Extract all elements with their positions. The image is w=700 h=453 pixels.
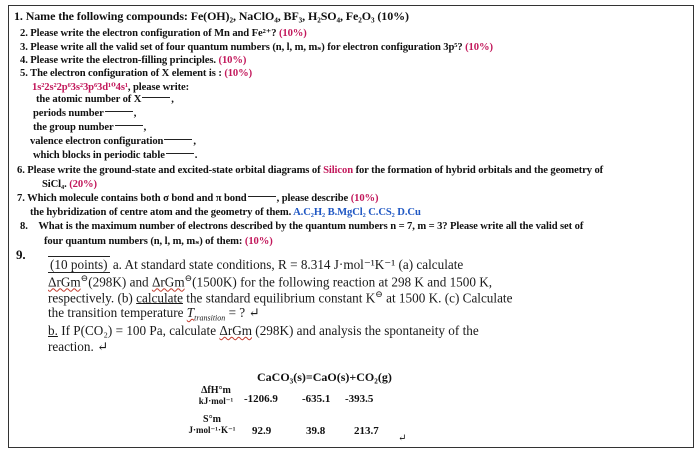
q9-a1: At standard state conditions, R = 8.314 J·mol⁻¹K⁻¹ (a) calculate: [124, 257, 464, 272]
q4-points: (10%): [218, 55, 247, 66]
q5-blocks-text: which blocks in periodic table: [33, 150, 165, 161]
q5-text: 5. The electron configuration of X element is :: [20, 68, 222, 79]
q5-config-suffix: , please write:: [127, 82, 190, 93]
q9-a3-4: at 1500 K. (c) Calculate: [382, 290, 513, 306]
question-1: [14, 9, 409, 24]
q6-text-c: SiCl₄.: [42, 179, 67, 190]
q5-group-text: the group number: [33, 122, 114, 133]
q6-line2: [42, 179, 97, 190]
h-value-caco3: -1206.9: [244, 393, 278, 405]
q5-points: (10%): [224, 68, 253, 79]
q5-blocks: which blocks in periodic table .: [33, 150, 198, 161]
entropy-unit: J·mol⁻¹·K⁻¹: [188, 425, 236, 435]
q9-line1: [48, 257, 463, 273]
arrow-icon: [164, 139, 192, 140]
question-8: [20, 221, 583, 232]
q9-line2: ΔrGm⊖(298K) and ΔrGm⊖(1500K) for the following reaction at 298 K and 1500 K,: [48, 273, 493, 290]
q9-b1-2: If P(CO₂) = 100 Pa, calculate: [57, 323, 220, 338]
q9-drgm-1: ΔrGm: [48, 274, 81, 290]
q3-points: (10%): [465, 42, 493, 53]
q9-b1-4: (298K) and analysis the spontaneity of the: [252, 323, 479, 338]
question-3: [20, 41, 493, 53]
q8-text-b: four quantum numbers (n, l, m, mₛ) of them:: [44, 236, 243, 247]
q6-text-b: for the formation of hybrid orbitals and the geometry of: [355, 165, 604, 176]
q1-points: (10%): [377, 9, 409, 23]
q9-t-symbol: T: [186, 305, 195, 320]
q9-line3: respectively. (b) calculate the standard equilibrium constant K⊖ at 1500 K. (c) Calculate: [48, 289, 513, 306]
question-6: [17, 165, 603, 176]
q7-line2: [30, 207, 421, 218]
q5-atomic: the atomic number of X ,: [36, 94, 174, 105]
q9-part-b-label: b.: [48, 323, 58, 338]
s-value-cao: 39.8: [306, 425, 326, 437]
q2-text: 2. Please write the electron configuration of Mn and Fe²⁺?: [20, 28, 277, 39]
q7-molecules: A.C₂H₂ B.MgCl₂ C.CS₂ D.Cu: [293, 207, 421, 218]
s-value-co2: 213.7: [354, 425, 379, 437]
enthalpy-label: [196, 385, 236, 407]
q9-drgm-2: ΔrGm: [151, 274, 185, 290]
q5-config: 1s²2s²2p⁶3s²3p⁶3d¹⁰4s¹: [32, 82, 128, 93]
q6-text-a: 6. Please write the ground-state and excited-state orbital diagrams of: [17, 165, 321, 176]
question-2: [20, 27, 307, 39]
q9-a3-calculate: calculate: [136, 290, 183, 306]
q9-part-a-label: a.: [112, 257, 122, 272]
q6-silicon: Silicon: [323, 165, 353, 176]
h-value-cao: -635.1: [302, 393, 331, 405]
entropy-label: [184, 414, 240, 436]
q9-line4: [48, 305, 260, 323]
q8-line2: [44, 235, 273, 247]
q9-t-subscript: transition: [194, 313, 226, 323]
q4-text: 4. Please write the electron-filling principles.: [20, 55, 216, 66]
q1-text: Name the following compounds: Fe(OH)₂, NaClO₄, BF₃, H₂SO₄, Fe₂O₃: [25, 9, 375, 23]
q8-points: (10%): [244, 236, 273, 247]
q8-number: 8.: [20, 221, 28, 232]
arrow-icon: [105, 111, 133, 112]
q9-a3-3: the standard equilibrium constant K: [182, 290, 376, 306]
q9-drgm-3: ΔrGm: [219, 323, 252, 338]
q5-config-line: [32, 81, 189, 93]
end-mark: ↵: [398, 433, 407, 444]
arrow-icon: [248, 196, 276, 197]
q1-number: 1.: [14, 9, 23, 23]
question-5: [20, 68, 252, 79]
question-7: [17, 193, 378, 204]
q7-text-c: the hybridization of centre atom and the geometry of them.: [30, 207, 292, 218]
q5-periods-text: periods number: [33, 108, 104, 119]
q9-line5: [48, 323, 479, 339]
q5-periods: periods number ,: [33, 108, 137, 119]
q9-a2-4: (1500K) for the following reaction at 298 K and 1500 K,: [192, 274, 493, 290]
q9-points-box: (10 points): [50, 257, 108, 272]
entropy-symbol: S°m: [203, 414, 221, 425]
reaction-equation: CaCO₃(s)=CaO(s)+CO₂(g): [257, 370, 392, 384]
arrow-icon: [142, 97, 170, 98]
q2-points: (10%): [278, 28, 307, 39]
q3-text: 3. Please write all the valid set of four quantum numbers (n, l, m, mₛ) for electron configuration 3p⁵?: [20, 42, 463, 53]
q9-a3-1: respectively. (b): [48, 290, 137, 306]
q9-number: 9.: [16, 247, 26, 262]
enthalpy-unit: kJ·mol⁻¹: [198, 396, 234, 406]
q8-text-a: What is the maximum number of electrons described by the quantum numbers n = 7, m = 3? Please write all the valid set of: [38, 221, 584, 232]
q9-a4-1: the transition temperature: [48, 305, 187, 320]
q9-t-transition: [186, 305, 226, 323]
question-4: [20, 55, 246, 66]
q9-line6: reaction. ↵: [48, 339, 109, 354]
q7-text-b: , please describe: [276, 193, 349, 204]
q5-valence: valence electron configuration ,: [30, 136, 196, 147]
q6-points: (20%): [69, 179, 97, 190]
arrow-icon: [115, 125, 143, 126]
q7-text-a: 7. Which molecule contains both σ bond and π bond: [17, 193, 247, 204]
q7-points: (10%): [350, 193, 379, 204]
s-value-caco3: 92.9: [252, 425, 272, 437]
q9-a2-2: (298K) and: [88, 274, 152, 290]
arrow-icon: [166, 153, 194, 154]
q5-atomic-text: the atomic number of X: [36, 94, 142, 105]
enthalpy-symbol: ΔfH°m: [201, 385, 231, 396]
q5-group: the group number ,: [33, 122, 147, 133]
q9-a4-4: = ? ↵: [225, 305, 260, 320]
h-value-co2: -393.5: [345, 393, 374, 405]
q5-valence-text: valence electron configuration: [30, 136, 164, 147]
